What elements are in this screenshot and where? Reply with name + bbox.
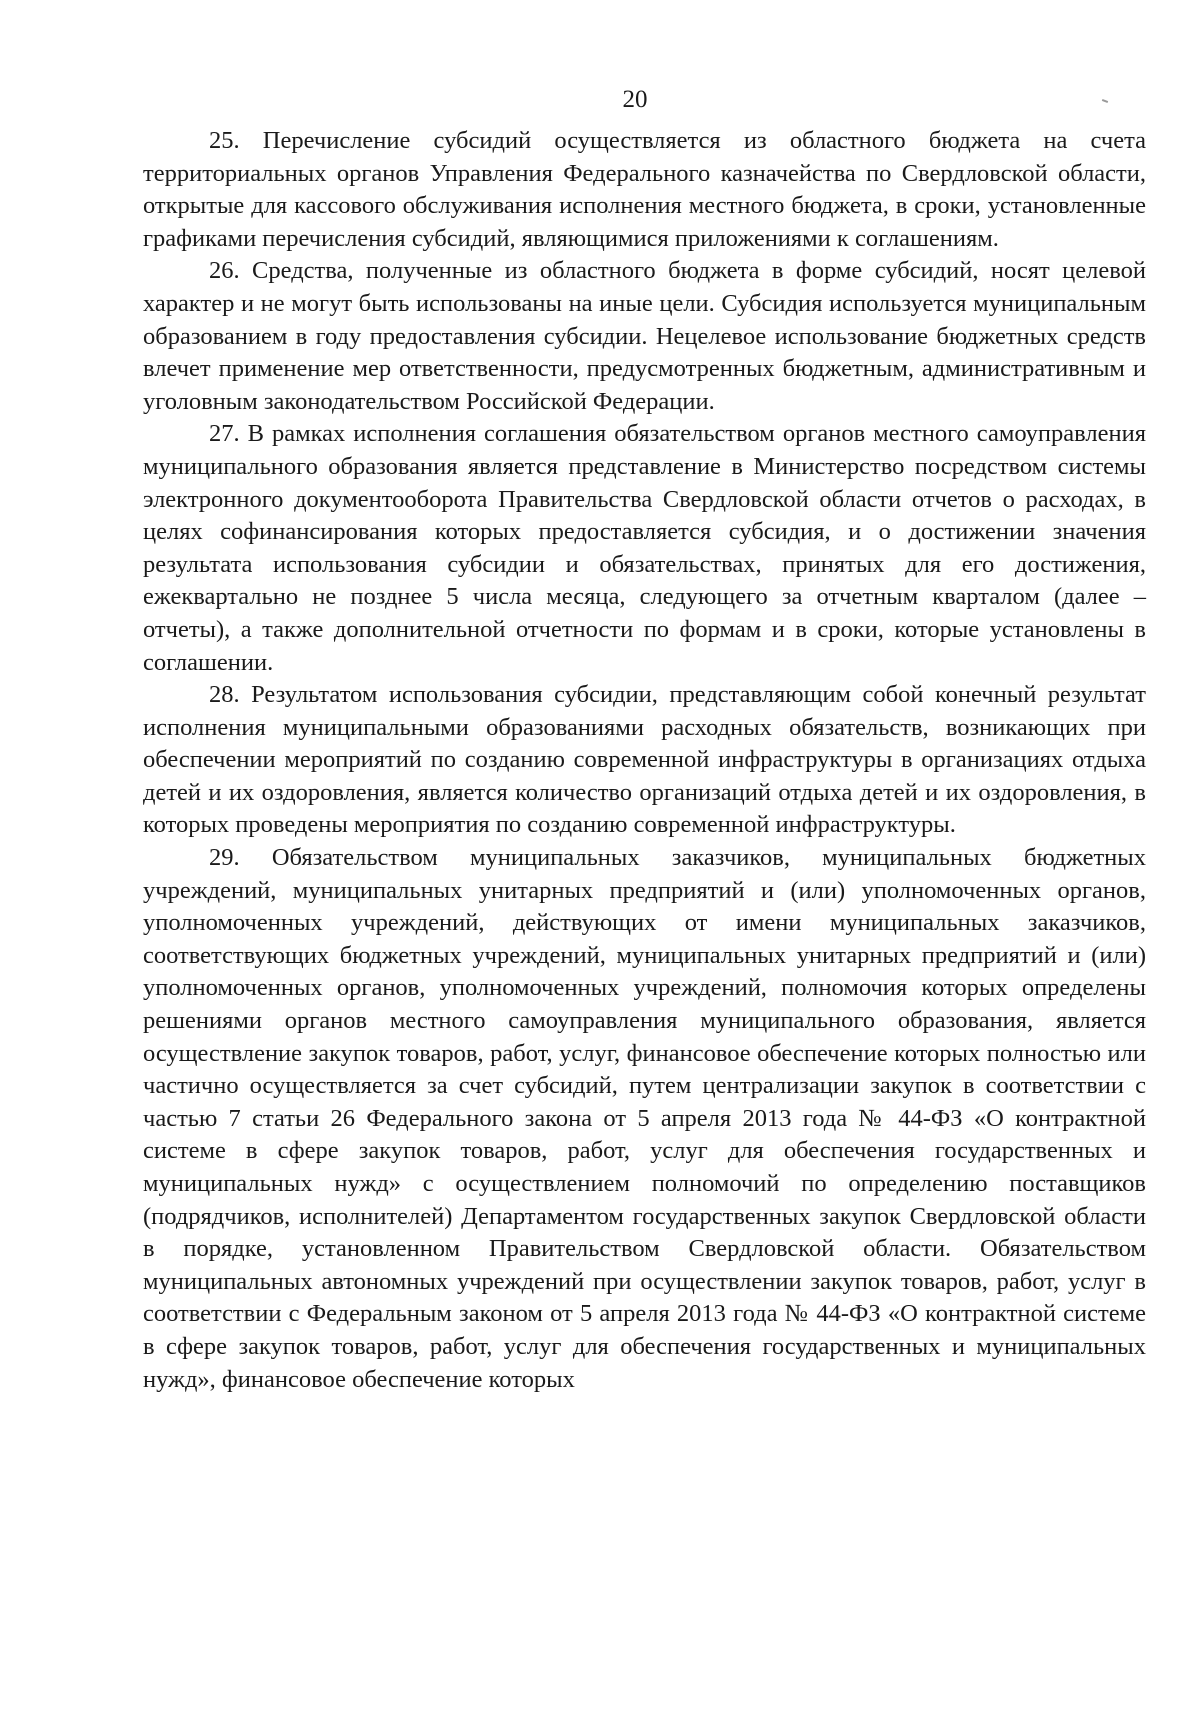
paragraph-27: 27. В рамках исполнения соглашения обязательством органов местного самоуправления муниципального образования является представление в Министерство посредством системы электронного документооборота Правительства Свердловской области отчетов о расходах, в целях софинансирования которых предоставляется субсидия, и о достижении значения результата использования субсидии и обязательствах, принятых для его достижения, ежеквартально не позднее 5 числа месяца, следующего за отчетным кварталом (далее – отчеты), а также дополнительной отчетности по формам и в сроки, которые установлены в соглашении.	[143, 420, 1146, 676]
document-body	[143, 125, 1146, 1396]
page-number: 20	[622, 86, 648, 113]
paragraph-26: 26. Средства, полученные из областного бюджета в форме субсидий, носят целевой характер и не могут быть использованы на иные цели. Субсидия используется муниципальным образованием в году предоставления субсидии. Нецелевое использование бюджетных средств влечет применение мер ответственности, предусмотренных бюджетным, административным и уголовным законодательством Российской Федерации.	[143, 257, 1146, 415]
paragraph-28: 28. Результатом использования субсидии, представляющим собой конечный результат исполнения муниципальными образованиями расходных обязательств, возникающих при обеспечении мероприятий по созданию современной инфраструктуры в организациях отдыха детей и их оздоровления, является количество организаций отдыха детей и их оздоровления, в которых проведены мероприятия по созданию современной инфраструктуры.	[143, 681, 1146, 839]
paragraph-29: 29. Обязательством муниципальных заказчиков, муниципальных бюджетных учреждений, муниципальных унитарных предприятий и (или) уполномоченных органов, уполномоченных учреждений, действующих от имени муниципальных заказчиков, соответствующих бюджетных учреждений, муниципальных унитарных предприятий и (или) уполномоченных органов, уполномоченных учреждений, полномочия которых определены решениями органов местного самоуправления муниципального образования, является осуществление закупок товаров, работ, услуг, финансовое обеспечение которых полностью или частично осуществляется за счет субсидий, путем централизации закупок в соответствии с частью 7 статьи 26 Федерального закона от 5 апреля 2013 года № 44-ФЗ «О контрактной системе в сфере закупок товаров, работ, услуг для обеспечения государственных и муниципальных нужд» с осуществлением полномочий по определению поставщиков (подрядчиков, исполнителей) Департаментом государственных закупок Свердловской области в порядке, установленном Правительством Свердловской области. Обязательством муниципальных автономных учреждений при осуществлении закупок товаров, работ, услуг в соответствии с Федеральным законом от 5 апреля 2013 года № 44-ФЗ «О контрактной системе в сфере закупок товаров, работ, услуг для обеспечения государственных и муниципальных нужд», финансовое обеспечение которых	[143, 844, 1146, 1393]
paragraph-25: 25. Перечисление субсидий осуществляется из областного бюджета на счета территориальных органов Управления Федерального казначейства по Свердловской области, открытые для кассового обслуживания исполнения местного бюджета, в сроки, установленные графиками перечисления субсидий, являющимися приложениями к соглашениям.	[143, 127, 1146, 252]
